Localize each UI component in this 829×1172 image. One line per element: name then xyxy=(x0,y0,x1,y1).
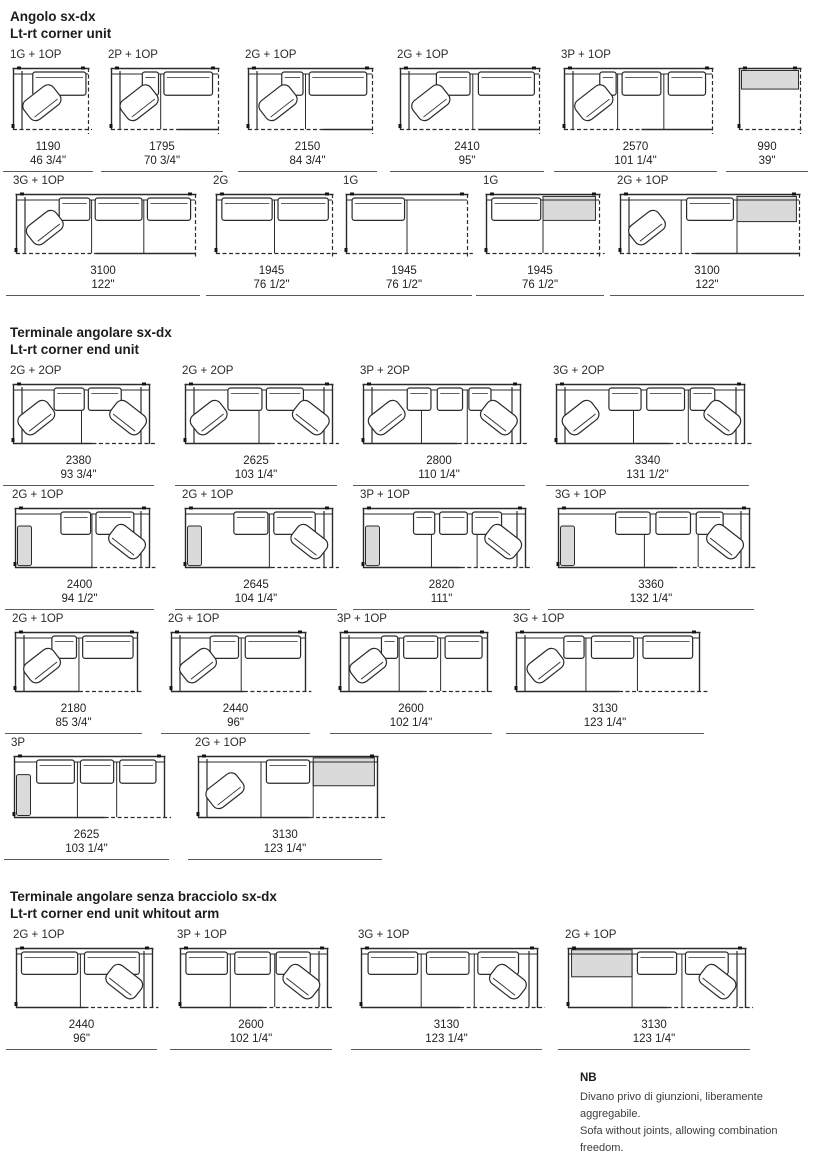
sofa-diagram xyxy=(553,381,742,450)
module-dimensions xyxy=(13,264,193,292)
dimension-mm: 2180 xyxy=(60,703,87,715)
sofa-diagram xyxy=(245,65,370,136)
module-config-label xyxy=(736,48,798,62)
dimension-mm: 2380 xyxy=(65,455,92,467)
nb-note-italian: Divano privo di giunzioni, liberamente aggregabile. xyxy=(580,1091,763,1120)
dimension-mm: 3100 xyxy=(694,265,720,277)
dimension-mm: 3130 xyxy=(272,829,298,841)
dimension-rule xyxy=(5,609,154,610)
dimension-inches: 102 1/4" xyxy=(389,717,433,729)
module-config-label: 2G + 2OP xyxy=(10,365,62,377)
dimension-inches: 96" xyxy=(73,1033,90,1045)
sofa-module xyxy=(213,174,330,296)
dimension-mm: 2600 xyxy=(398,703,424,715)
dimension-inches: 101 1/4" xyxy=(614,155,657,167)
section-title-english: Lt-rt corner end unit xyxy=(10,342,139,357)
dimension-rule xyxy=(3,485,154,486)
dimension-mm: 3100 xyxy=(90,265,116,277)
sofa-module xyxy=(736,48,798,172)
module-dimensions xyxy=(168,702,303,730)
module-row xyxy=(10,488,819,610)
sofa-module xyxy=(108,48,216,172)
sofa-module xyxy=(168,612,303,734)
sofa-diagram xyxy=(483,191,597,260)
sofa-top-view-svg xyxy=(13,945,160,1014)
module-config-label: 2G + 1OP xyxy=(245,49,297,61)
sofa-module xyxy=(13,928,150,1050)
module-row xyxy=(10,364,819,486)
dimension-rule xyxy=(554,171,717,172)
dimension-rule xyxy=(175,609,337,610)
sofa-diagram xyxy=(617,191,797,260)
sofa-module xyxy=(553,364,742,486)
module-config-label: 3P + 1OP xyxy=(337,613,387,625)
sofa-diagram xyxy=(195,753,375,824)
module-config-label: 2G + 1OP xyxy=(617,175,669,187)
sofa-top-view-svg xyxy=(555,505,757,574)
sofa-top-view-svg xyxy=(617,191,807,260)
module-dimensions xyxy=(617,264,797,292)
dimension-rule xyxy=(336,295,472,296)
section-corner-end-unit-without-arm xyxy=(10,888,819,1050)
module-config-label: 1G + 1OP xyxy=(10,49,62,61)
module-dimensions xyxy=(513,702,697,730)
dimension-mm: 990 xyxy=(757,141,777,153)
dimension-inches: 102 1/4" xyxy=(229,1033,273,1045)
sofa-diagram xyxy=(213,191,330,260)
dimension-inches: 96" xyxy=(227,717,244,729)
sofa-top-view-svg xyxy=(13,191,203,260)
dimension-mm: 2645 xyxy=(243,579,269,591)
sofa-module xyxy=(483,174,597,296)
sofa-top-view-svg xyxy=(108,65,226,136)
module-dimensions xyxy=(565,1018,743,1046)
module-dimensions xyxy=(360,578,523,606)
nb-note-english: Sofa without joints, allowing combination freedom. xyxy=(580,1125,778,1154)
sofa-diagram xyxy=(555,505,747,574)
sofa-diagram xyxy=(12,629,135,698)
dimension-inches: 103 1/4" xyxy=(65,843,108,855)
sofa-top-view-svg xyxy=(358,945,545,1014)
module-row xyxy=(10,174,819,296)
module-config-label: 3G + 1OP xyxy=(513,613,565,625)
sofa-module xyxy=(195,736,375,860)
module-config-label: 3G + 2OP xyxy=(553,365,605,377)
module-row xyxy=(10,48,819,172)
sofa-top-view-svg xyxy=(360,381,528,450)
dimension-rule xyxy=(351,1049,542,1050)
dimension-rule xyxy=(188,859,382,860)
dimension-rule xyxy=(6,295,200,296)
sofa-module xyxy=(177,928,325,1050)
dimension-rule xyxy=(726,171,808,172)
section-corner-unit xyxy=(10,8,819,296)
sofa-top-view-svg xyxy=(182,381,340,450)
dimension-mm: 2440 xyxy=(222,703,249,715)
sofa-top-view-svg xyxy=(553,381,752,450)
sofa-top-view-svg xyxy=(11,753,172,824)
sofa-diagram xyxy=(736,65,798,136)
section-title-english: Lt-rt corner end unit whitout arm xyxy=(10,906,220,921)
module-dimensions xyxy=(555,578,747,606)
dimension-mm: 1945 xyxy=(258,265,285,277)
dimension-rule xyxy=(170,1049,332,1050)
sofa-diagram xyxy=(397,65,537,136)
sofa-module xyxy=(360,488,523,610)
sofa-module xyxy=(10,364,147,486)
module-dimensions xyxy=(483,264,597,292)
sofa-diagram xyxy=(360,381,518,450)
dimension-rule xyxy=(3,171,93,172)
dimension-inches: 122" xyxy=(695,279,719,291)
dimension-inches: 103 1/4" xyxy=(234,469,278,481)
dimension-rule xyxy=(175,485,337,486)
dimension-mm: 2600 xyxy=(238,1019,264,1031)
sofa-module xyxy=(182,364,330,486)
dimension-rule xyxy=(476,295,604,296)
dimension-inches: 110 1/4" xyxy=(418,469,460,481)
dimension-inches: 94 1/2" xyxy=(61,593,98,605)
dimension-inches: 111" xyxy=(430,593,453,605)
sofa-module xyxy=(343,174,465,296)
dimension-mm: 3130 xyxy=(433,1019,460,1031)
sofa-diagram xyxy=(337,629,485,698)
dimension-mm: 2570 xyxy=(622,141,649,153)
dimension-rule xyxy=(4,859,169,860)
module-row xyxy=(10,928,819,1050)
dimension-inches: 104 1/4" xyxy=(234,593,278,605)
dimension-inches: 123 1/4" xyxy=(583,717,627,729)
sofa-top-view-svg xyxy=(12,505,157,574)
sofa-module xyxy=(337,612,485,734)
module-config-label: 2G + 1OP xyxy=(12,489,64,501)
dimension-mm: 2625 xyxy=(243,455,269,467)
dimension-inches: 95" xyxy=(458,155,476,167)
section-title-italian: Terminale angolare sx-dx xyxy=(10,325,172,340)
module-config-label: 3P + 1OP xyxy=(561,49,611,61)
dimension-inches: 84 3/4" xyxy=(289,155,326,167)
module-config-label: 3G + 1OP xyxy=(13,175,65,187)
dimension-inches: 123 1/4" xyxy=(263,843,307,855)
module-config-label: 3P + 1OP xyxy=(360,489,410,501)
sofa-diagram xyxy=(343,191,465,260)
sofa-top-view-svg xyxy=(513,629,707,698)
dimension-inches: 76 1/2" xyxy=(521,279,559,291)
sofa-top-view-svg xyxy=(177,945,335,1014)
module-config-label: 2G + 1OP xyxy=(195,737,247,749)
dimension-mm: 1945 xyxy=(527,265,553,277)
sofa-diagram xyxy=(565,945,743,1014)
dimension-inches: 123 1/4" xyxy=(425,1033,468,1045)
dimension-inches: 85 3/4" xyxy=(55,717,92,729)
module-dimensions xyxy=(195,828,375,856)
section-title-english: Lt-rt corner unit xyxy=(10,26,112,41)
dimension-inches: 46 3/4" xyxy=(29,155,67,167)
sofa-top-view-svg xyxy=(182,505,340,574)
dimension-mm: 3130 xyxy=(641,1019,667,1031)
sofa-module xyxy=(245,48,370,172)
module-dimensions xyxy=(177,1018,325,1046)
dimension-inches: 93 3/4" xyxy=(60,469,97,481)
dimension-rule xyxy=(546,485,749,486)
dimension-mm: 2625 xyxy=(73,829,100,841)
module-dimensions xyxy=(360,454,518,482)
dimension-rule xyxy=(206,295,337,296)
dimension-rule xyxy=(390,171,544,172)
dimension-mm: 2440 xyxy=(68,1019,95,1031)
module-dimensions xyxy=(12,578,147,606)
sofa-top-view-svg xyxy=(397,65,547,136)
section-title-italian: Terminale angolare senza bracciolo sx-dx xyxy=(10,889,277,904)
module-config-label: 3G + 1OP xyxy=(555,489,607,501)
sofa-module xyxy=(617,174,797,296)
dimension-mm: 1795 xyxy=(149,141,175,153)
module-dimensions xyxy=(358,1018,535,1046)
module-config-label: 2G + 1OP xyxy=(13,929,65,941)
sofa-module xyxy=(13,174,193,296)
module-dimensions xyxy=(10,140,86,168)
sofa-module xyxy=(360,364,518,486)
dimension-rule xyxy=(353,485,525,486)
dimension-inches: 39" xyxy=(758,155,776,167)
dimension-mm: 2820 xyxy=(428,579,455,591)
dimension-mm: 2400 xyxy=(66,579,93,591)
dimension-mm: 3360 xyxy=(638,579,664,591)
sofa-module xyxy=(12,612,135,734)
sofa-top-view-svg xyxy=(561,65,720,136)
module-config-label: 3P xyxy=(11,737,26,749)
dimension-inches: 70 3/4" xyxy=(143,155,181,167)
module-dimensions xyxy=(245,140,370,168)
dimension-inches: 122" xyxy=(91,279,115,291)
dimension-rule xyxy=(558,1049,750,1050)
module-dimensions xyxy=(108,140,216,168)
module-dimensions xyxy=(337,702,485,730)
sofa-diagram xyxy=(10,381,147,450)
module-config-label: 1G xyxy=(343,175,359,187)
module-config-label: 2G + 1OP xyxy=(565,929,617,941)
module-dimensions xyxy=(561,140,710,168)
sofa-diagram xyxy=(168,629,303,698)
module-dimensions xyxy=(553,454,742,482)
module-dimensions xyxy=(11,828,162,856)
sofa-diagram xyxy=(561,65,710,136)
module-config-label: 2G + 1OP xyxy=(12,613,64,625)
dimension-rule xyxy=(330,733,492,734)
dimension-rule xyxy=(101,171,223,172)
sofa-diagram xyxy=(11,753,162,824)
sofa-module xyxy=(513,612,697,734)
module-row xyxy=(10,612,819,734)
dimension-mm: 1945 xyxy=(391,265,417,277)
sofa-top-view-svg xyxy=(168,629,313,698)
dimension-mm: 3130 xyxy=(592,703,618,715)
sofa-module xyxy=(12,488,147,610)
section-title xyxy=(10,324,819,358)
section-title-italian: Angolo sx-dx xyxy=(10,9,96,24)
dimension-inches: 76 1/2" xyxy=(385,279,423,291)
dimension-inches: 76 1/2" xyxy=(253,279,290,291)
sofa-top-view-svg xyxy=(195,753,385,824)
nb-note xyxy=(580,1070,819,1157)
sofa-diagram xyxy=(182,505,330,574)
dimension-rule xyxy=(506,733,704,734)
dimension-mm: 2410 xyxy=(454,141,480,153)
sofa-module xyxy=(397,48,537,172)
module-dimensions xyxy=(213,264,330,292)
module-config-label: 2G + 1OP xyxy=(168,613,220,625)
module-dimensions xyxy=(10,454,147,482)
dimension-inches: 131 1/2" xyxy=(626,469,669,481)
sofa-diagram xyxy=(108,65,216,136)
sofa-top-view-svg xyxy=(213,191,340,260)
dimension-rule xyxy=(161,733,310,734)
dimension-mm: 2800 xyxy=(426,455,452,467)
module-config-label: 3G + 1OP xyxy=(358,929,410,941)
sofa-top-view-svg xyxy=(343,191,475,260)
sofa-module xyxy=(561,48,710,172)
dimension-mm: 1190 xyxy=(35,141,61,153)
module-config-label: 2G + 2OP xyxy=(182,365,234,377)
sofa-top-view-svg xyxy=(565,945,753,1014)
module-dimensions xyxy=(12,702,135,730)
sofa-top-view-svg xyxy=(10,381,157,450)
dimension-rule xyxy=(6,1049,157,1050)
dimension-rule xyxy=(353,609,530,610)
module-config-label: 2P + 1OP xyxy=(108,49,158,61)
sofa-top-view-svg xyxy=(736,65,808,136)
sofa-diagram xyxy=(182,381,330,450)
sofa-diagram xyxy=(13,945,150,1014)
dimension-rule xyxy=(610,295,804,296)
sofa-diagram xyxy=(12,505,147,574)
module-config-label: 1G xyxy=(483,175,499,187)
dimension-mm: 3340 xyxy=(634,455,661,467)
module-config-label: 2G xyxy=(213,175,229,187)
module-dimensions xyxy=(343,264,465,292)
sofa-diagram xyxy=(13,191,193,260)
module-dimensions xyxy=(182,578,330,606)
sofa-top-view-svg xyxy=(12,629,145,698)
sofa-diagram xyxy=(513,629,697,698)
sofa-diagram xyxy=(360,505,523,574)
module-config-label: 2G + 1OP xyxy=(182,489,234,501)
section-title xyxy=(10,888,819,922)
dimension-rule xyxy=(238,171,377,172)
module-dimensions xyxy=(13,1018,150,1046)
sofa-module xyxy=(11,736,162,860)
sofa-diagram xyxy=(177,945,325,1014)
sofa-module xyxy=(565,928,743,1050)
sofa-diagram xyxy=(358,945,535,1014)
sofa-module xyxy=(10,48,86,172)
sofa-top-view-svg xyxy=(360,505,533,574)
module-dimensions xyxy=(736,140,798,168)
module-config-label: 3P + 1OP xyxy=(177,929,227,941)
sofa-top-view-svg xyxy=(483,191,607,260)
dimension-rule xyxy=(548,609,754,610)
dimension-mm: 2150 xyxy=(294,141,321,153)
sofa-top-view-svg xyxy=(10,65,96,136)
sofa-diagram xyxy=(10,65,86,136)
section-title xyxy=(10,8,819,42)
sofa-top-view-svg xyxy=(245,65,380,136)
section-corner-end-unit xyxy=(10,324,819,860)
sofa-module xyxy=(182,488,330,610)
module-dimensions xyxy=(397,140,537,168)
dimension-inches: 123 1/4" xyxy=(632,1033,676,1045)
nb-note-title: NB xyxy=(580,1072,597,1084)
dimension-inches: 132 1/4" xyxy=(629,593,673,605)
sofa-module xyxy=(358,928,535,1050)
module-config-label: 2G + 1OP xyxy=(397,49,449,61)
module-dimensions xyxy=(182,454,330,482)
module-row xyxy=(10,736,819,860)
sofa-module xyxy=(555,488,747,610)
module-config-label: 3P + 2OP xyxy=(360,365,410,377)
dimension-rule xyxy=(5,733,142,734)
sofa-top-view-svg xyxy=(337,629,495,698)
